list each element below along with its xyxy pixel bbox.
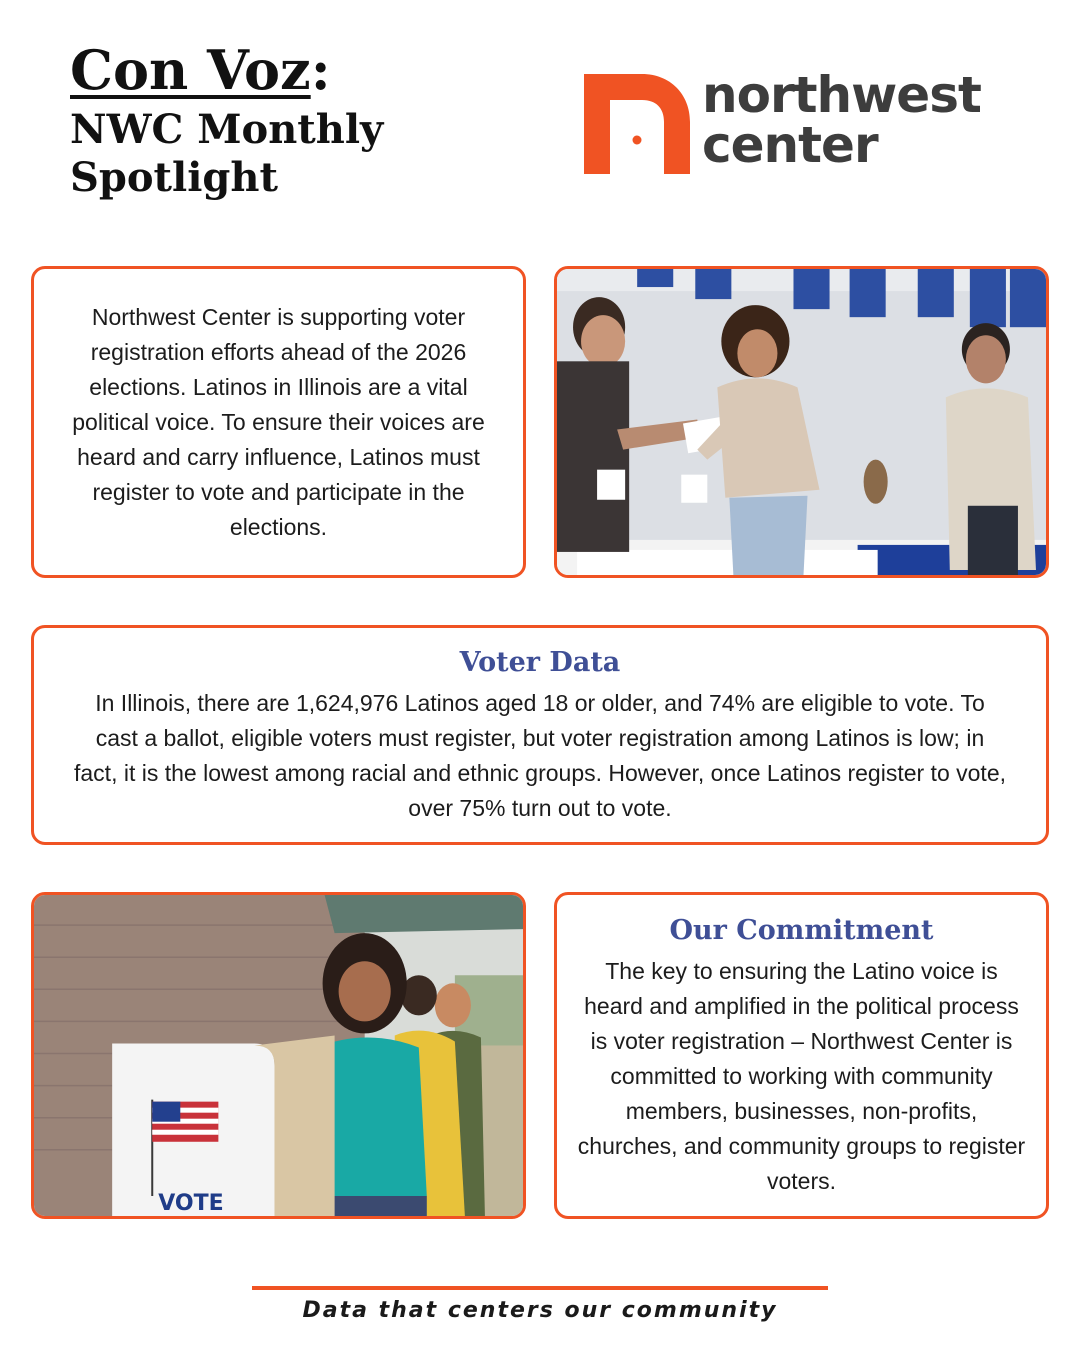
page-subtitle-line-1: NWC Monthly — [70, 106, 384, 153]
intro-text: Northwest Center is supporting voter registration efforts ahead of the 2026 elections. Latinos in Illinois are a vital political voice. To ensure their voices are heard and carry influence, Latinos must register to vote and participate in the elections. — [72, 303, 485, 540]
booth-vote-label: VOTE — [158, 1190, 224, 1216]
voter-data-text: In Illinois, there are 1,624,976 Latinos aged 18 or older, and 74% are eligible to vote. To cast a ballot, eligible voters must register, but voter registration among Latinos is low; in fact, it is the lowest among racial and ethnic groups. However, once Latinos register to vote, over 75% turn out to vote. — [74, 690, 1006, 821]
logo-wordmark — [702, 66, 981, 174]
page-subtitle-line-2: Spotlight — [70, 154, 278, 201]
northwest-center-logo — [584, 66, 1024, 178]
voter-data-card — [31, 625, 1049, 845]
intro-card — [31, 266, 526, 578]
voting-booth-photo-card — [31, 892, 526, 1219]
registration-photo-card — [554, 266, 1049, 578]
voting-booth-photo — [34, 895, 523, 1216]
voter-data-heading: Voter Data — [459, 647, 621, 678]
page-title — [70, 38, 490, 102]
commitment-card — [554, 892, 1049, 1219]
house-logo-icon — [584, 74, 690, 174]
voter-registration-photo — [557, 269, 1046, 575]
footer-divider — [252, 1286, 828, 1290]
title-con-voz: Con Voz — [70, 38, 311, 102]
commitment-text: The key to ensuring the Latino voice is heard and amplified in the political process is voter registration – Northwest Center is committed to working with community members, businesses, non-profits, churches, and community groups to register voters. — [577, 958, 1026, 1194]
commitment-heading: Our Commitment — [669, 915, 934, 946]
title-block — [70, 38, 490, 202]
logo-word-center: center — [702, 116, 878, 174]
title-colon: : — [310, 38, 331, 102]
logo-word-northwest: northwest — [702, 66, 981, 124]
footer-tagline: Data that centers our community — [302, 1298, 778, 1323]
